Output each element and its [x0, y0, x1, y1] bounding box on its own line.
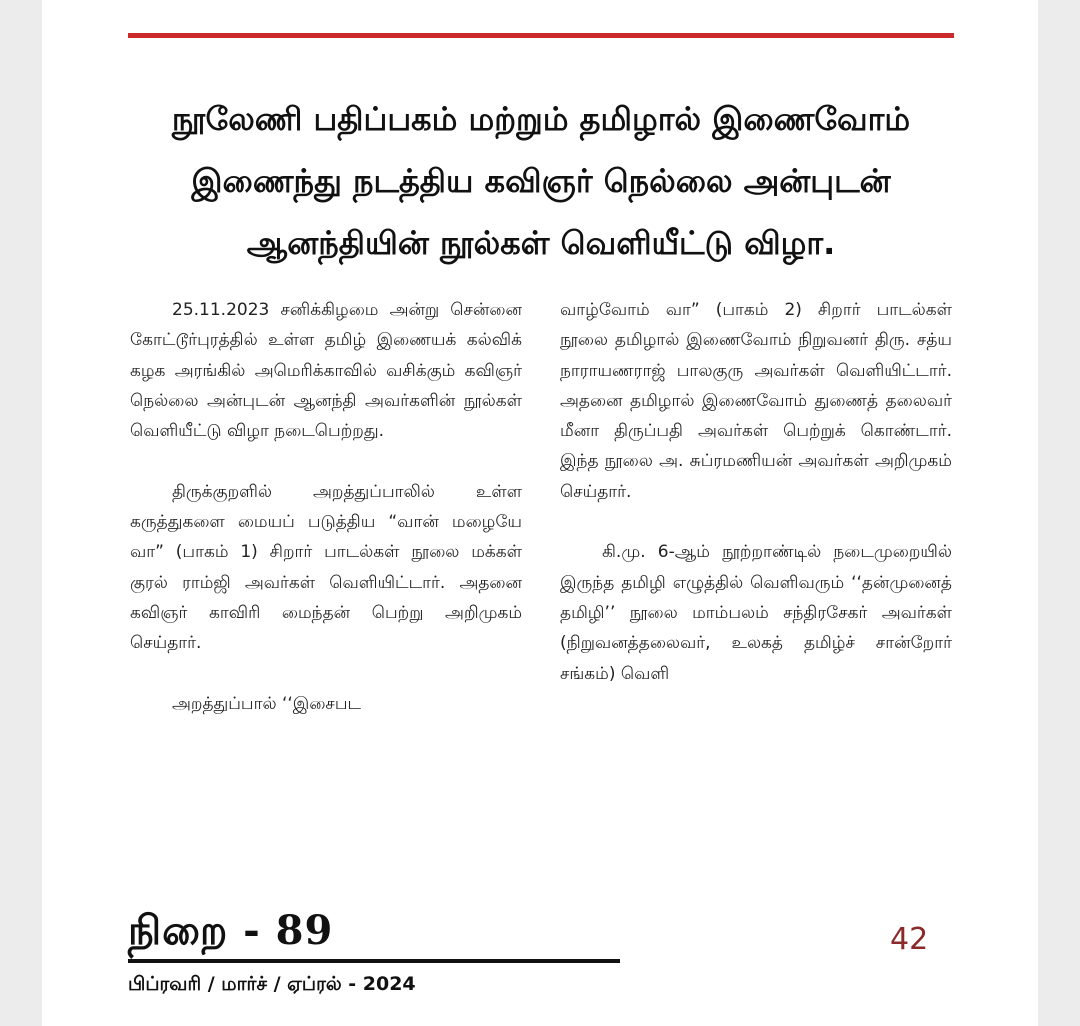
title-line-2: இணைந்து நடத்திய கவிஞர் நெல்லை அன்புடன் [191, 162, 891, 200]
title-line-1: நூலேணி பதிப்பகம் மற்றும் தமிழால் இணைவோம் [171, 100, 911, 138]
footer-issue-block [128, 905, 620, 998]
right-paragraph-2: கி.மு. 6-ஆம் நூற்றாண்டில் நடைமுறையில் இருந்த தமிழி எழுத்தில் வெளிவரும் ‘‘தன்முனைத் தமிழி’’ நூலை மாம்பலம் சந்திரசேகர் அவர்கள் (நிறுவனத்தலைவர், உலகத் தமிழ்ச் சான்றோர் சங்கம்) வெளி [560, 542, 952, 684]
issue-date: பிப்ரவரி / மார்ச் / ஏப்ரல் - 2024 [128, 973, 416, 995]
left-paragraph-1: 25.11.2023 சனிக்கிழமை அன்று சென்னை கோட்டூர்புரத்தில் உள்ள தமிழ் இணையக் கல்விக் கழக அரங்கில் அமெரிக்காவில் வசிக்கும் கவிஞர் நெல்லை அன்புடன் ஆனந்தி அவர்களின் நூல்கள் வெளியீட்டு விழா நடைபெற்றது. [130, 300, 522, 442]
issue-number: நிறை - 89 [128, 907, 334, 954]
left-paragraph-3: அறத்துப்பால் ‘‘இசைபட [172, 693, 362, 714]
left-column [130, 295, 522, 892]
right-column [560, 295, 952, 892]
left-paragraph-2: திருக்குறளில் அறத்துப்பாலில் உள்ள கருத்துகளை மையப் படுத்திய “வான் மழையே வா” (பாகம் 1) சிறார் பாடல்கள் நூலை மக்கள் குரல் ராம்ஜி அவர்கள் வெளியிட்டார். அதனை கவிஞர் காவிரி மைந்தன் பெற்று அறிமுகம் செய்தார். [130, 481, 522, 654]
top-red-rule [128, 33, 954, 38]
magazine-page [42, 0, 1038, 1026]
footer-rule [128, 959, 620, 963]
title-line-3: ஆனந்தியின் நூல்கள் வெளியீட்டு விழா. [246, 224, 836, 262]
page-number: 42 [890, 922, 929, 957]
article-title [112, 88, 970, 274]
right-paragraph-1: வாழ்வோம் வா” (பாகம் 2) சிறார் பாடல்கள் நூலை தமிழால் இணைவோம் நிறுவனர் திரு. சத்ய நாராயணராஜ் பாலகுரு அவர்கள் வெளியிட்டார். அதனை தமிழால் இணைவோம் துணைத் தலைவர் மீனா திருப்பதி அவர்கள் பெற்றுக் கொண்டார். இந்த நூலை அ. சுப்ரமணியன் அவர்கள் அறிமுகம் செய்தார். [560, 300, 952, 502]
